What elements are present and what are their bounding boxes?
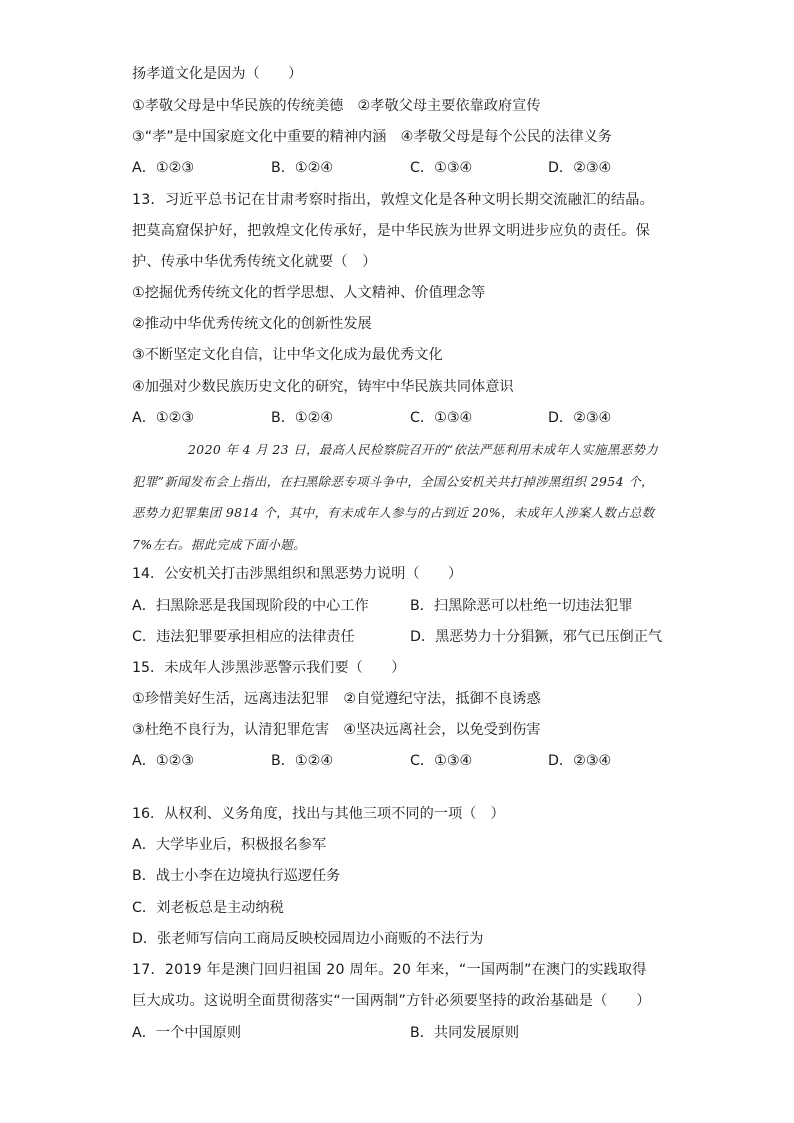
q12-statements-1: ①孝敬父母是中华民族的传统美德 ②孝敬父母主要依靠政府宣传 xyxy=(132,98,541,114)
reading-material xyxy=(132,434,660,560)
q12-option-a[interactable]: A．①②③ xyxy=(132,160,195,176)
q16-option-a[interactable]: A．大学毕业后，积极报名参军 xyxy=(132,837,327,853)
q15-option-c[interactable]: C．①③④ xyxy=(410,753,473,769)
q16-option-c[interactable]: C．刘老板总是主动纳税 xyxy=(132,900,284,916)
q13-option-c[interactable]: C．①③④ xyxy=(410,410,473,426)
q13-option-d[interactable]: D．②③④ xyxy=(548,410,612,426)
q17-option-a[interactable]: A．一个中国原则 xyxy=(132,1025,242,1041)
q15-option-d[interactable]: D．②③④ xyxy=(548,753,612,769)
q15-stem: 15．未成年人涉黑涉恶警示我们要（ ） xyxy=(132,660,406,676)
q17-option-b[interactable]: B．共同发展原则 xyxy=(410,1025,520,1041)
q13-option-a[interactable]: A．①②③ xyxy=(132,410,195,426)
q14-option-b[interactable]: B．扫黑除恶可以杜绝一切违法犯罪 xyxy=(410,598,633,614)
q15-option-b[interactable]: B．①②④ xyxy=(271,753,334,769)
q15-option-a[interactable]: A．①②③ xyxy=(132,753,195,769)
q13-item-1: ①挖掘优秀传统文化的哲学思想、人文精神、价值理念等 xyxy=(132,285,486,301)
q14-option-c[interactable]: C．违法犯罪要承担相应的法律责任 xyxy=(132,629,355,645)
q14-option-a[interactable]: A．扫黑除恶是我国现阶段的中心工作 xyxy=(132,598,369,614)
q12-option-d[interactable]: D．②③④ xyxy=(548,160,612,176)
q12-stem-tail: 扬孝道文化是因为（ ） xyxy=(132,66,303,82)
q13-item-4: ④加强对少数民族历史文化的研究，铸牢中华民族共同体意识 xyxy=(132,379,514,395)
q16-option-b[interactable]: B．战士小李在边境执行巡逻任务 xyxy=(132,868,341,884)
q13-item-2: ②推动中华优秀传统文化的创新性发展 xyxy=(132,316,372,332)
q12-option-b[interactable]: B．①②④ xyxy=(271,160,334,176)
q15-statements-1: ①珍惜美好生活，远离违法犯罪 ②自觉遵纪守法，抵御不良诱惑 xyxy=(132,691,541,707)
q14-option-d[interactable]: D．黑恶势力十分猖獗，邪气已压倒正气 xyxy=(410,629,663,645)
reading-material-text: 2020 年 4 月 23 日，最高人民检察院召开的“依法严惩利用未成年人实施黑恶势力犯罪”新闻发布会上指出，在扫黑除恶专项斗争中，全国公安机关共打掉涉黑组织 2954 个，恶势力犯罪集团 9814 个，其中，有未成年人参与的占到近 20%，未成年人涉案人数占总数 7%左右。据此完成下面小题。 xyxy=(132,442,659,552)
q12-statements-2: ③“孝”是中国家庭文化中重要的精神内涵 ④孝敬父母是每个公民的法律义务 xyxy=(132,129,612,145)
q13-option-b[interactable]: B．①②④ xyxy=(271,410,334,426)
q14-stem: 14．公安机关打击涉黑组织和黑恶势力说明（ ） xyxy=(132,566,463,582)
q16-stem: 16．从权利、义务角度，找出与其他三项不同的一项（ ） xyxy=(132,806,505,822)
q15-statements-2: ③杜绝不良行为，认清犯罪危害 ④坚决远离社会，以免受到伤害 xyxy=(132,722,541,738)
q16-option-d[interactable]: D．张老师写信向工商局反映校园周边小商贩的不法行为 xyxy=(132,931,484,947)
q17-stem: 17．2019 年是澳门回归祖国 20 周年。20 年来，“一国两制”在澳门的实践取得巨大成功。这说明全面贯彻落实“一国两制”方针必须要坚持的政治基础是（ ） xyxy=(132,962,651,1009)
q13-stem: 13．习近平总书记在甘肃考察时指出，敦煌文化是各种文明长期交流融汇的结晶。把莫高窟保护好，把敦煌文化传承好，是中华民族为世界文明进步应负的责任。保护、传承中华优秀传统文化就要（ ） xyxy=(132,192,655,270)
q12-option-c[interactable]: C．①③④ xyxy=(410,160,473,176)
q13-item-3: ③不断坚定文化自信，让中华文化成为最优秀文化 xyxy=(132,347,443,363)
